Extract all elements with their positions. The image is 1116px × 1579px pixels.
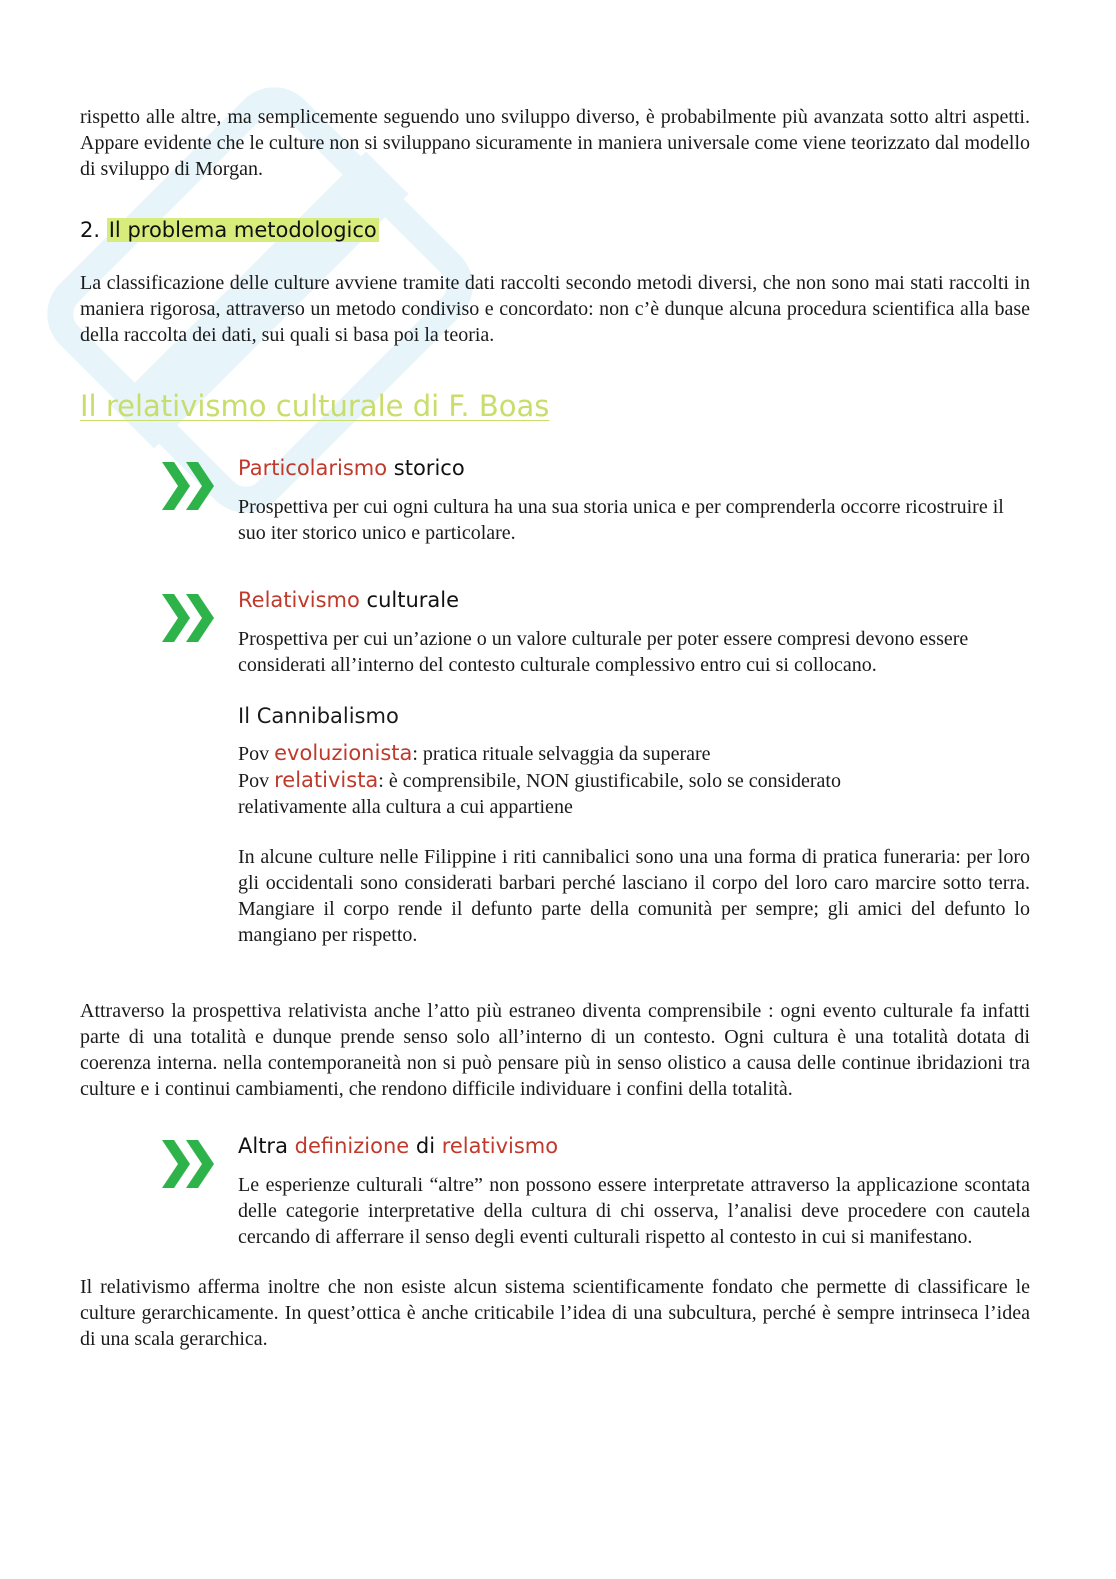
pov-evoluzionista (238, 740, 1030, 767)
pov1-rest: : pratica rituale selvaggia da superare (412, 743, 711, 765)
block2-title-rest: culturale (359, 588, 460, 612)
block3-title-b: di (409, 1134, 442, 1158)
section-number: 2. (80, 218, 101, 242)
block1-text: Prospettiva per cui ogni cultura ha una sua storia unica e per comprenderla occorre ricostruire il suo iter storico unico e particolare. (238, 496, 1004, 544)
relativist-paragraph: Attraverso la prospettiva relativista anche l’atto più estraneo diventa comprensibile : ogni evento culturale fa infatti parte di una totalità e dunque prende senso solo all’interno di un contesto. Ogni cultura è una totalità dotata di coerenza interna. nella contemporaneità non si può pensare più in senso olistico a causa delle continue ibridazioni tra culture e i continui cambiamenti, che rendono difficile individuare i confini della totalità. (80, 1000, 1030, 1100)
final-paragraph: Il relativismo afferma inoltre che non esiste alcun sistema scientificamente fondato che permette di classificare le culture gerarchicamente. In quest’ottica è anche criticabile l’idea di una subcultura, perché è sempre intrinseca l’idea di una scala gerarchica. (80, 1276, 1030, 1350)
pov2-prefix: Pov (238, 770, 275, 792)
block2-title (238, 586, 1030, 614)
block-particolarismo (238, 454, 1030, 546)
main-heading: Il relativismo culturale di F. Boas (80, 389, 550, 423)
block3-text: Le esperienze culturali “altre” non possono essere interpretate attraverso la applicazione scontata delle categorie interpretative della cultura di chi osserva, l’analisi deve procedere con cautela cercando di afferrare il senso degli eventi culturali rispetto al contesto in cui si manifestano. (238, 1174, 1030, 1248)
section-heading-2 (80, 216, 1030, 244)
block2-title-red: Relativismo (238, 588, 360, 612)
pov1-prefix: Pov (238, 743, 275, 765)
double-chevron-icon (160, 590, 216, 646)
block1-title-red: Particolarismo (238, 456, 388, 480)
block-relativismo (238, 586, 1030, 948)
cannibalismo-example: In alcune culture nelle Filippine i riti cannibalici sono una una forma di pratica funeraria: per loro gli occidentali sono considerati barbari perché lasciano il corpo del loro caro marcire sotto terra. Mangiare il corpo rende il defunto parte della comunità per sempre; gli amici del defunto lo mangiano per rispetto. (238, 846, 1030, 946)
block3-title (238, 1132, 1030, 1160)
pov2-red: relativista (274, 768, 379, 792)
block1-title (238, 454, 1030, 482)
pov1-red: evoluzionista (274, 741, 413, 765)
block1-title-rest: storico (387, 456, 465, 480)
block3-title-red2: relativismo (441, 1134, 559, 1158)
block2-text: Prospettiva per cui un’azione o un valore culturale per poter essere compresi devono essere considerati all’interno del contesto culturale complessivo entro cui si collocano. (238, 628, 969, 676)
pov2-rest: : è comprensibile, NON giustificabile, solo se considerato (378, 770, 841, 792)
section-title: Il problema metodologico (108, 218, 377, 242)
intro-paragraph: rispetto alle altre, ma semplicemente seguendo uno sviluppo diverso, è probabilmente più avanzata sotto altri aspetti. Appare evidente che le culture non si sviluppano sicuramente in maniera universale come viene teorizzato dal modello di sviluppo di Morgan. (80, 106, 1030, 180)
block-altra-definizione (238, 1132, 1030, 1250)
section2-paragraph: La classificazione delle culture avviene tramite dati raccolti secondo metodi diversi, che non sono mai stati raccolti in maniera rigorosa, attraverso un metodo condiviso e concordato: non c’è dunque alcuna procedura scientifica alla base della raccolta dei dati, sui quali si basa poi la teoria. (80, 272, 1030, 346)
block3-title-a: Altra (238, 1134, 295, 1158)
cannibalismo-subheading: Il Cannibalismo (238, 704, 399, 728)
document-page (80, 104, 1030, 1352)
double-chevron-icon (160, 458, 216, 514)
double-chevron-icon (160, 1136, 216, 1192)
pov-relativista (238, 767, 1030, 794)
block3-title-red1: definizione (294, 1134, 410, 1158)
pov-relativista-cont: relativamente alla cultura a cui appartiene (238, 796, 573, 818)
